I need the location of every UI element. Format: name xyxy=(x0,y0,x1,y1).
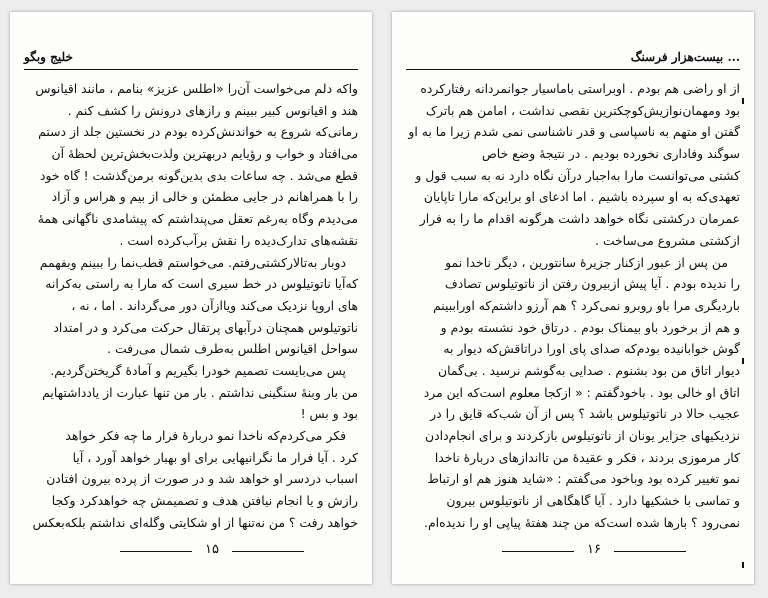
text-line: رمانی‌که شروع به خواندنش‌کرده بودم در نخستین جلد از دستم xyxy=(38,124,358,140)
text-line: باردیگری مرا باو روبرو نمی‌کرد ؟ هم آرزو داشتم‌که اوراببینم xyxy=(433,297,740,313)
footer-rule-left xyxy=(502,551,574,552)
right-page xyxy=(392,12,754,584)
text-line: می‌افتاد و خواب و رؤیایم دربهترین ولذت‌بخش‌ترین لحظهٔ آن xyxy=(51,146,358,162)
text-line: ناتوتیلوس همچنان درآبهای پرتقال حرکت می‌کرد و در امتداد xyxy=(53,319,358,335)
text-line: از او راضی هم بودم . اوبراستی باماسیار جوانمردانه رفتارکرده‌ xyxy=(420,81,740,96)
text-line: دیوار اتاق من بود بشنوم . صدایی به‌گوشم نرسید . بی‌گمان xyxy=(438,362,740,378)
text-line: کرد . آیا فرار ما نگرانیهایی برای او بهبار خواهد آورد ، آیا xyxy=(72,449,358,465)
text-line: پس می‌بایست تصمیم خودرا بگیریم و آمادهٔ گریختن‌گردیم. xyxy=(50,362,346,378)
text-line: گوش خوابانیده بودم‌که صدای پای اورا دراتاقش‌که دیوار به xyxy=(443,341,740,357)
running-header xyxy=(24,50,358,72)
text-line: رازش و یا انجام نیافتن هدف و تصمیمش چه خواهدکرد وکجا xyxy=(51,493,358,509)
text-line: بود ومهمان‌نوازیش‌کوچکترین نقصی نداشت ، امامن هم باترک xyxy=(425,102,740,118)
page-footer xyxy=(10,542,372,562)
footer-rule-right xyxy=(614,551,686,552)
text-line: من بار وبنهٔ سنگینی نداشتم . بار من تنها عبارت از یادداشتهایم xyxy=(42,384,358,400)
page-number: ۱۶ xyxy=(587,542,601,557)
text-line: و هم از برخورد باو بیمناک بودم . درتاق خود نشسته بودم و xyxy=(440,319,740,335)
text-line: بود و بس ! xyxy=(300,406,358,422)
text-line: های اروپا نزدیک می‌کند ویاازآن دور می‌گرداند . اما ، نه ، xyxy=(71,297,358,313)
running-header xyxy=(406,50,740,72)
text-line: من پس از عبور ازکنار جزیرهٔ سانتورین ، دیگر ناخدا نمو xyxy=(445,254,728,270)
footer-rule-right xyxy=(232,551,304,552)
page-body-text xyxy=(24,78,358,533)
text-line: نمو تغییر کرده بود وباخود می‌گفتم : «شاید هنوز هم او ارتباط xyxy=(427,471,740,487)
text-line: عجیب حالا در ناتوتیلوس باشد ؟ پس از آن شب‌که قایق را در xyxy=(430,406,740,422)
text-line: را ندیده بودم . آیا پیش ازبیرون رفتن از ناتوتیلوس تصادف xyxy=(444,276,740,292)
header-rule xyxy=(406,69,740,70)
text-line: گفتن او متهم به ناسپاسی و قدر ناشناسی نمی شدم زیرا ما به او xyxy=(408,124,740,140)
page-number: ۱۵ xyxy=(205,542,219,557)
margin-mark xyxy=(742,98,744,104)
text-line: اتاق او خالی بود . باخود‌گفتم : « ازکجا معلوم است‌که این مرد xyxy=(423,384,740,400)
running-header-title: خلیج وبگو xyxy=(24,50,73,64)
footer-rule-left xyxy=(120,551,192,552)
text-line: نمی‌رود ؟ بارها شده است‌که من چند هفتهٔ پیاپی او را ندیده‌ام. xyxy=(424,514,740,530)
text-line: می‌دیدم وگاه به‌رغم تعقل می‌پنداشتم که پیشامدی ناگهانی همهٔ xyxy=(37,211,358,227)
text-line: قطع می‌شد . چه ساعات بدی بدین‌گونه برمن‌گذشت ! گاه خود xyxy=(39,167,358,183)
header-rule xyxy=(24,69,358,70)
text-line: هند و اقیانوس کبیر ببینم و رازهای درونش را کشف کنم . xyxy=(67,102,358,118)
text-line: عمرمان درکشتی نگاه خواهد داشت هرگونه اقدام ما را به فرار xyxy=(419,211,740,227)
margin-mark xyxy=(742,358,744,364)
text-line: کشتی‌ می‌توانست مارا به‌اجبار درآن نگاه دارد نه به سبب قول و xyxy=(415,167,740,183)
text-line: نقشه‌های تدارک‌دیده را نقش برآب‌کرده است . xyxy=(119,232,358,248)
text-line: ازکشتی مشروع می‌ساخت . xyxy=(594,232,740,248)
text-line: و تماسی با خشکیها دارد . آیا گاهگاهی از ناتوتیلوس بیرون xyxy=(446,493,740,509)
text-line: سواحل اقیانوس اطلس به‌طرف شمال می‌رفت . xyxy=(107,341,358,357)
text-line: را با همراهانم در جایی مطمئن و خالی از بیم و هراس و آزاد xyxy=(51,189,358,205)
text-line: اسباب دردسر او خواهد شد و در صورت از پرده بیرون افتادن xyxy=(46,471,358,487)
text-line: سوگند وفاداری نخورده بودیم . در نتیجهٔ وضع خاص xyxy=(481,146,740,162)
text-line: کار مرموزی بردند ، فکر و عقیدهٔ من تااندازهای دربارهٔ ناخدا xyxy=(434,449,740,465)
text-line: نزدیکیهای جزایر یونان از ناتوتیلوس بازکردند و برای انجام‌دادن xyxy=(425,428,740,443)
running-header-title: بیست‌هزار فرسنگ ... xyxy=(630,50,740,64)
text-line: فکر می‌کردم‌که ناخدا نمو دربارهٔ فرار ما چه فکر خواهد xyxy=(65,428,346,443)
text-line: که‌آیا ناتوتیلوس در خط سیری است که مارا به راستی به‌کرانه‌ xyxy=(45,276,358,292)
page-body-text xyxy=(406,78,740,533)
text-line: واکه دلم می‌خواست آن‌را «اطلس عزیز» بنامم ، مانند اقیانوس xyxy=(35,81,358,96)
text-line: دوبار به‌تالارکشتی‌رفتم. می‌خواستم قطب‌نما را ببینم وبفهمم xyxy=(39,254,346,270)
text-line: تعهدی‌که به او سپرده باشیم . اما ادعای او براین‌که مارا تاپایان xyxy=(423,189,740,205)
text-line: خواهد رفت ؟ من نه‌تنها از او شکایتی وگله‌ای نداشتم بلکه‌بعکس xyxy=(32,514,358,530)
margin-mark xyxy=(742,562,744,568)
left-page xyxy=(10,12,372,584)
page-footer xyxy=(392,542,754,562)
